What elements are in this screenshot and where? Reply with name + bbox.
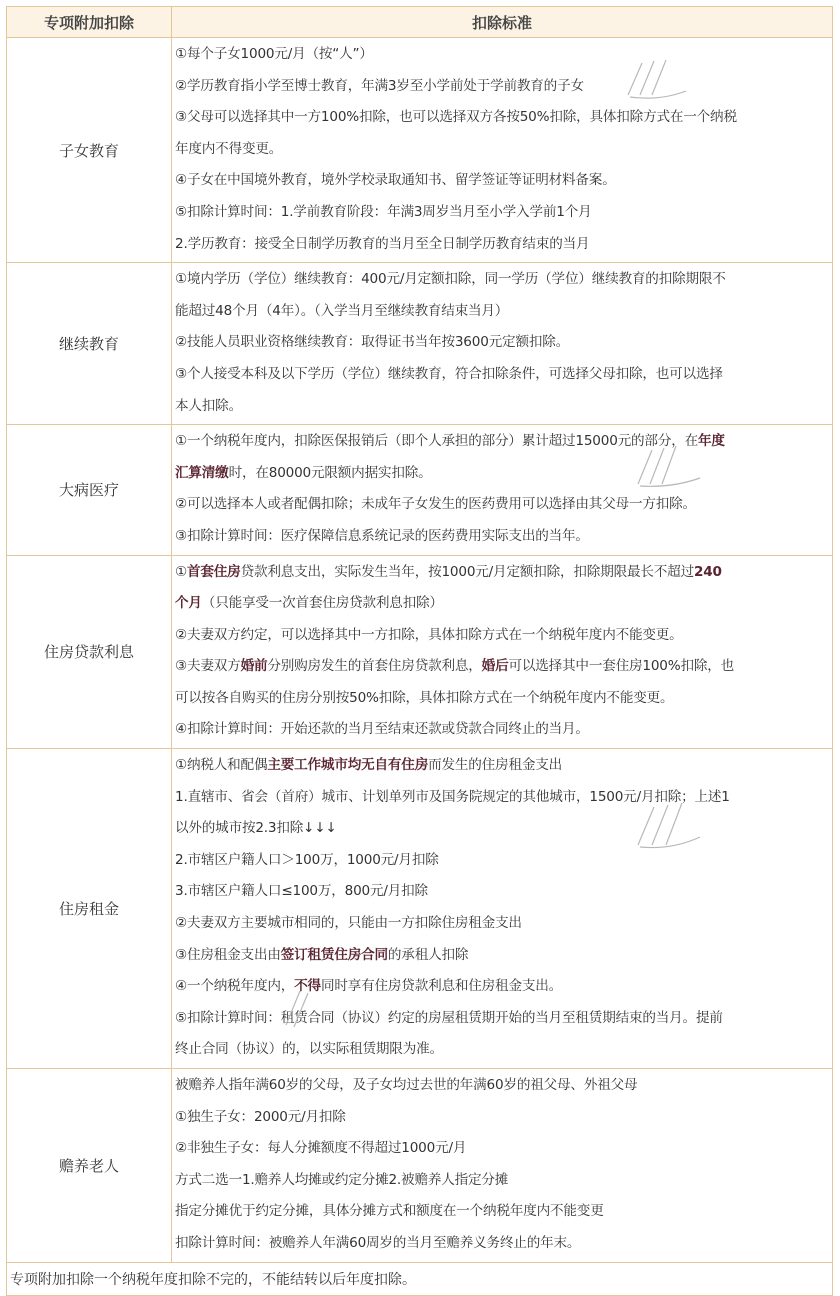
row-standard	[172, 1069, 833, 1263]
line-text: ②技能人员职业资格继续教育：取得证书当年按3600元定额扣除。	[175, 334, 570, 351]
table-row	[7, 425, 833, 555]
line-text: 2.市辖区户籍人口＞100万，1000元/月扣除	[175, 851, 439, 868]
line-text: 分别购房发生的首套住房贷款利息，	[267, 658, 482, 675]
line-text: 能超过48个月（4年）。（入学当月至继续教育结束当月）	[175, 302, 509, 319]
standard-line	[175, 489, 828, 521]
line-text: ⑤扣除计算时间：1.学前教育阶段：年满3周岁当月至小学入学前1个月	[175, 203, 592, 220]
line-text: 2.学历教育：接受全日制学历教育的当月至全日制学历教育结束的当月	[175, 235, 590, 252]
line-text: 3.市辖区户籍人口≤100万，800元/月扣除	[175, 883, 428, 900]
standard-line	[175, 620, 828, 652]
emphasis-text: 个月	[175, 595, 202, 612]
line-text: 年度内不得变更。	[175, 140, 283, 157]
standard-line	[175, 1165, 828, 1197]
standard-line	[175, 714, 828, 746]
standard-line	[175, 521, 828, 553]
standard-line	[175, 1228, 828, 1260]
line-text: ②可以选择本人或者配偶扣除；未成年子女发生的医药费用可以选择由其父母一方扣除。	[175, 496, 696, 513]
standard-line	[175, 296, 828, 328]
line-text: ③扣除计算时间：医疗保障信息系统记录的医药费用实际支出的当年。	[175, 527, 589, 544]
emphasis-text: 首套住房	[187, 563, 241, 580]
row-category: 继续教育	[7, 263, 172, 425]
line-text: ②夫妻双方主要城市相同的，只能由一方扣除住房租金支出	[175, 915, 522, 932]
table-row	[7, 749, 833, 1069]
row-standard	[172, 425, 833, 555]
table-row	[7, 263, 833, 425]
standard-line	[175, 876, 828, 908]
footer-row	[7, 1262, 833, 1295]
row-standard	[172, 38, 833, 263]
line-text: ④扣除计算时间：开始还款的当月至结束还款或贷款合同终止的当月。	[175, 721, 589, 738]
line-text: 贷款利息支出，实际发生当年，按1000元/月定额扣除，扣除期限最长不超过	[240, 563, 694, 580]
standard-line	[175, 1034, 828, 1066]
standard-line	[175, 1196, 828, 1228]
row-category: 大病医疗	[7, 425, 172, 555]
line-text: 指定分摊优于约定分摊，具体分摊方式和额度在一个纳税年度内不能变更	[175, 1203, 604, 1220]
standard-line	[175, 264, 828, 296]
standard-line	[175, 557, 828, 589]
line-text: （只能享受一次首套住房贷款利息扣除）	[201, 595, 443, 612]
line-text: 方式二选一1.赡养人均摊或约定分摊2.被赡养人指定分摊	[175, 1171, 509, 1188]
emphasis-text: 婚前	[240, 658, 268, 675]
line-text: 以外的城市按2.3扣除↓↓↓	[175, 820, 337, 837]
standard-line	[175, 813, 828, 845]
line-text: ④子女在中国境外教育，境外学校录取通知书、留学签证等证明材料备案。	[175, 172, 616, 189]
table-row	[7, 38, 833, 263]
line-text: ①每个子女1000元/月（按“人”）	[175, 46, 373, 62]
line-text: ①境内学历（学位）继续教育：400元/月定额扣除，同一学历（学位）继续教育的扣除期限不	[175, 271, 726, 288]
standard-line	[175, 165, 828, 197]
line-text: 扣除计算时间：被赡养人年满60周岁的当月至赡养义务终止的年末。	[175, 1234, 581, 1251]
line-text: 可以按各自购买的住房分别按50%扣除，具体扣除方式在一个纳税年度内不能变更。	[175, 689, 674, 706]
line-text: 可以选择其中一套住房100%扣除，也	[508, 658, 735, 675]
standard-line	[175, 683, 828, 715]
emphasis-text: 年度	[698, 433, 725, 450]
line-text: ⑤扣除计算时间：租赁合同（协议）约定的房屋租赁期开始的当月至租赁期结束的当月。提前	[175, 1009, 723, 1026]
row-category: 住房贷款利息	[7, 555, 172, 749]
line-text: ③父母可以选择其中一方100%扣除，也可以选择双方各按50%扣除，具体扣除方式在一个纳税	[175, 109, 737, 126]
line-text: ③夫妻双方	[175, 658, 241, 675]
row-category: 子女教育	[7, 38, 172, 263]
row-standard	[172, 263, 833, 425]
line-text: 的承租人扣除	[387, 946, 469, 963]
standard-line	[175, 71, 828, 103]
line-text: 1.直辖市、省会（首府）城市、计划单列市及国务院规定的其他城市，1500元/月扣除；上述1	[175, 788, 730, 805]
standard-line	[175, 391, 828, 423]
line-text: 而发生的住房租金支出	[428, 757, 563, 774]
standard-line	[175, 197, 828, 229]
standard-line	[175, 782, 828, 814]
emphasis-text: 不得	[294, 978, 321, 995]
standard-line	[175, 426, 828, 458]
header-standard: 扣除标准	[172, 7, 833, 38]
standard-line	[175, 908, 828, 940]
standard-line	[175, 359, 828, 391]
deduction-table	[6, 6, 833, 1296]
standard-line	[175, 940, 828, 972]
footer-note: 专项附加扣除一个纳税年度扣除不完的，不能结转以后年度扣除。	[7, 1262, 833, 1295]
row-category: 赡养老人	[7, 1069, 172, 1263]
standard-line	[175, 1133, 828, 1165]
line-text: ③个人接受本科及以下学历（学位）继续教育，符合扣除条件，可选择父母扣除，也可以选择	[175, 365, 723, 382]
row-category: 住房租金	[7, 749, 172, 1069]
standard-line	[175, 971, 828, 1003]
line-text: ②学历教育指小学至博士教育，年满3岁至小学前处于学前教育的子女	[175, 77, 584, 94]
line-text: ③住房租金支出由	[175, 946, 281, 963]
standard-line	[175, 750, 828, 782]
standard-line	[175, 1102, 828, 1134]
table-row	[7, 1069, 833, 1263]
emphasis-text: 婚后	[481, 658, 509, 675]
line-text: 被赡养人指年满60岁的父母，及子女均过去世的年满60岁的祖父母、外祖父母	[175, 1077, 638, 1093]
standard-line	[175, 327, 828, 359]
standard-line	[175, 39, 828, 71]
line-text: 同时享有住房贷款利息和住房租金支出。	[320, 978, 563, 995]
row-standard	[172, 749, 833, 1069]
line-text: 终止合同（协议）的，以实际租赁期限为准。	[175, 1041, 443, 1058]
row-standard	[172, 555, 833, 749]
standard-line	[175, 458, 828, 490]
header-row	[7, 7, 833, 38]
line-text: 本人扣除。	[175, 397, 242, 414]
header-category: 专项附加扣除	[7, 7, 172, 38]
emphasis-text: 汇算清缴	[175, 464, 229, 481]
line-text: ②非独生子女：每人分摊额度不得超过1000元/月	[175, 1140, 467, 1157]
standard-line	[175, 845, 828, 877]
emphasis-text: 签订租赁住房合同	[280, 946, 388, 963]
standard-line	[175, 1003, 828, 1035]
standard-line	[175, 229, 828, 261]
line-text: 时，在80000元限额内据实扣除。	[228, 464, 432, 481]
line-text: ①	[175, 563, 187, 580]
line-text: ①纳税人和配偶	[175, 757, 268, 774]
line-text: ②夫妻双方约定，可以选择其中一方扣除，具体扣除方式在一个纳税年度内不能变更。	[175, 626, 683, 643]
standard-line	[175, 102, 828, 134]
standard-line	[175, 588, 828, 620]
standard-line	[175, 134, 828, 166]
line-text: ①一个纳税年度内，扣除医保报销后（即个人承担的部分）累计超过15000元的部分，在	[175, 433, 699, 450]
line-text: ④一个纳税年度内，	[175, 978, 295, 995]
line-text: ①独生子女：2000元/月扣除	[175, 1108, 346, 1125]
standard-line	[175, 1070, 828, 1102]
emphasis-text: 240	[693, 563, 722, 580]
table-row	[7, 555, 833, 749]
emphasis-text: 主要工作城市均无自有住房	[267, 757, 429, 774]
standard-line	[175, 651, 828, 683]
